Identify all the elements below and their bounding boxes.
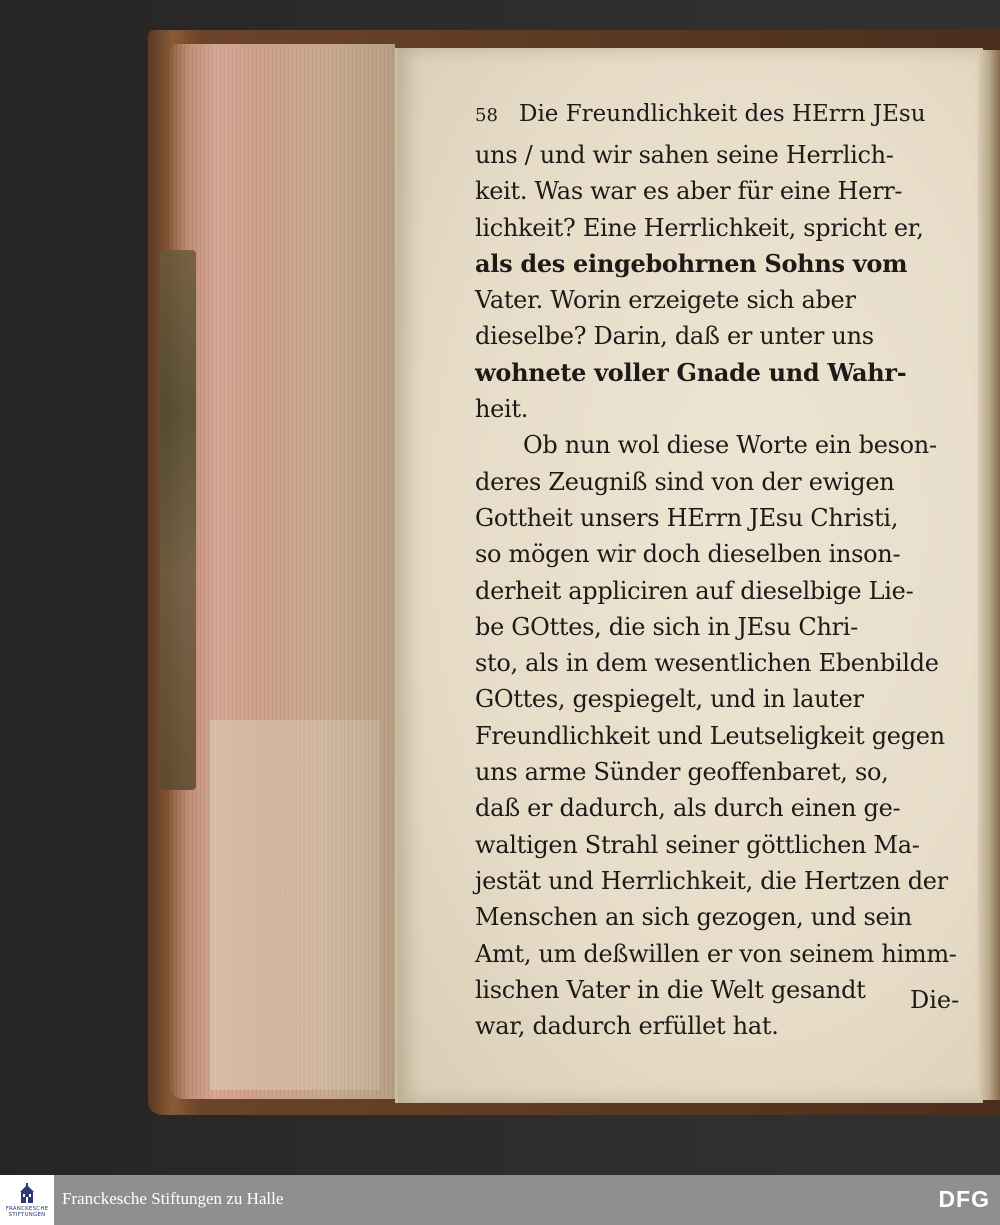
text-line: wohnete voller Gnade und Wahr- (475, 357, 907, 387)
institution-logo[interactable] (0, 1175, 54, 1225)
text-line: so mögen wir doch dieselben inson- (475, 540, 901, 569)
text-line: deres Zeugniß sind von der ewigen (475, 467, 895, 496)
text-line: daß er dadurch, als durch einen ge- (475, 794, 901, 823)
logo-text: FRANCKESCHE STIFTUNGEN (5, 1206, 49, 1218)
page-number: 58 (475, 105, 498, 126)
page-edges-worn (210, 720, 380, 1090)
page-gutter (978, 50, 1000, 1100)
text-line: Freundlichkeit und Leutseligkeit gegen (475, 721, 945, 750)
text-line: lischen Vater in die Welt gesandt (475, 975, 866, 1004)
dfg-logo[interactable]: DFG (938, 1186, 990, 1212)
text-line: war, dadurch erfüllet hat. (475, 1012, 779, 1041)
page-text (475, 137, 970, 1044)
text-line: be GOttes, die sich in JEsu Chri- (475, 612, 858, 641)
text-line: Vater. Worin erzeigete sich aber (475, 286, 856, 315)
text-line: jestät und Herrlichkeit, die Hertzen der (475, 866, 948, 895)
text-line: GOttes, gespiegelt, und in lauter (475, 685, 864, 714)
text-line: Ob nun wol diese Worte ein beson- (523, 431, 937, 460)
orphanage-building-icon (19, 1183, 35, 1203)
text-line: Menschen an sich gezogen, und sein (475, 903, 912, 932)
text-line: dieselbe? Darin, daß er unter uns (475, 322, 874, 351)
text-line: keit. Was war es aber für eine Herr- (475, 177, 903, 206)
text-line: uns / und wir sahen seine Herrlich- (475, 141, 894, 169)
text-line: uns arme Sünder geoffenbaret, so, (475, 758, 889, 787)
text-line: derheit appliciren auf dieselbige Lie- (475, 576, 914, 605)
viewer-footer (0, 1175, 1000, 1225)
text-line: lichkeit? Eine Herrlichkeit, spricht er, (475, 213, 924, 242)
institution-name[interactable]: Franckesche Stiftungen zu Halle (62, 1189, 284, 1208)
text-line: sto, als in dem wesentlichen Ebenbilde (475, 649, 939, 678)
catchword: Die- (910, 986, 960, 1014)
text-line: waltigen Strahl seiner göttlichen Ma- (475, 830, 920, 859)
text-line: Amt, um deßwillen er von seinem himm- (475, 939, 957, 968)
running-title: Die Freundlichkeit des HErrn JEsu (519, 101, 926, 127)
page-edges-stain (160, 250, 196, 790)
running-header (475, 101, 935, 137)
text-line: Gottheit unsers HErrn JEsu Christi, (475, 503, 899, 532)
text-line: heit. (475, 395, 529, 424)
text-line: als des eingebohrnen Sohns vom (475, 248, 908, 278)
